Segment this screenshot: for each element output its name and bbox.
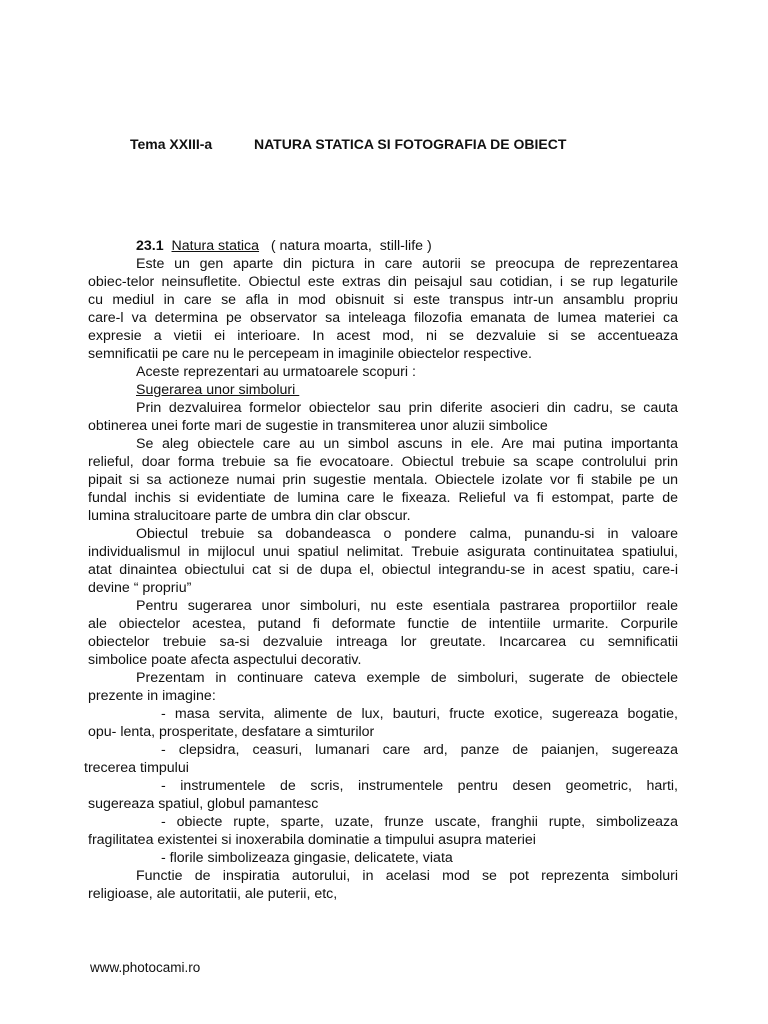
text-line: semnificatii pe care nu le percepeam in imaginile obiectelor respective. [88,346,532,362]
text-line: Este un gen aparte din pictura in care autorii se preocupa de reprezentarea [136,256,678,272]
text-line: simbolice poate afecta aspectului decorativ. [88,652,362,668]
text-line: sugereaza spatiul, globul pamantesc [88,796,319,812]
text-line: Prin dezvaluirea formelor obiectelor sau prin diferite asocieri din cadru, se cauta [136,400,678,416]
footer-website: www.photocami.ro [90,960,201,975]
text-line: ale obiectelor acestea, putand fi deformate functie de intentiile urmarite. Corpurile [88,616,678,632]
text-line: cu mediul in care se afla in mod obisnuit si este transpus intr-un ansamblu propriu [88,292,678,308]
text-line: Obiectul trebuie sa dobandeasca o pondere calma, punandu-si in valoare [136,526,678,542]
text-line: Prezentam in continuare cateva exemple de simboluri, sugerate de obiectele [136,670,678,686]
text-line: devine “ propriu” [88,580,192,596]
text-line: fundal inchis si evidentiate de lumina care le fixeaza. Relieful va fi estompat, parte de [88,490,678,506]
page-title [130,136,566,152]
text-line: Se aleg obiectele care au un simbol ascuns in ele. Are mai putina importanta [136,436,678,452]
text-line: opu- lenta, prosperitate, desfatare a simturilor [88,724,375,740]
text-line: relieful, doar forma trebuie sa fie evocatoare. Obiectul trebuie sa scape controlului prin [88,454,678,470]
section-title: Natura statica [171,238,260,254]
text-line: atat dinaintea obiectului cat si de dupa el, obiectul integrandu-se in acest spatiu, care-i [88,562,678,578]
section-number: 23.1 [136,238,164,254]
text-line: Aceste reprezentari au urmatoarele scopuri : [136,364,416,380]
text-line: obiec-telor neinsufletite. Obiectul este extras din peisajul sau cotidian, i se rup legaturile [88,274,678,290]
list-item: - florile simbolizeaza gingasie, delicatete, viata [161,850,453,866]
text-line: expresie a vietii ei interioare. In acest mod, ni se dezvaluie si se accentueaza [88,328,678,344]
list-item: - obiecte rupte, sparte, uzate, frunze uscate, franghii rupte, simbolizeaza [161,814,678,830]
chapter-label: Tema XXIII-a [130,136,213,152]
text-line: fragilitatea existentei si inoxerabila dominatie a timpului asupra materiei [88,832,536,848]
text-line: individualismul in mijlocul unui spatiul nelimitat. Trebuie asigurata continuitatea spatiului, [88,544,678,560]
text-line: Functie de inspiratia autorului, in acelasi mod se pot reprezenta simboluri [136,868,678,884]
text-line: care-l va determina pe observator sa inteleaga filozofia emanata de lumea materiei ca [88,310,678,326]
list-item: - clepsidra, ceasuri, lumanari care ard, panze de paianjen, sugereaza [161,742,678,758]
text-line: prezente in imagine: [88,688,216,704]
text-line: Pentru sugerarea unor simboluri, nu este esentiala pastrarea proportiilor reale [136,598,678,614]
body-text [84,237,678,903]
text-line: obiectelor trebuie sa-si dezvaluie intreaga lor greutate. Incarcarea cu semnificatii [88,634,678,650]
subsection-heading: Sugerarea unor simboluri [136,382,300,398]
text-line: trecerea timpului [84,760,189,776]
text-line: religioase, ale autoritatii, ale puterii, etc, [88,886,338,902]
list-item: - masa servita, alimente de lux, bauturi, fructe exotice, sugereaza bogatie, [161,706,678,722]
section-heading [88,237,678,255]
text-line: obtinerea unei forte mari de sugestie in transmiterea unor aluzii simbolice [88,418,548,434]
section-subtitle: ( natura moarta, still-life ) [259,238,432,254]
chapter-title: NATURA STATICA SI FOTOGRAFIA DE OBIECT [254,136,567,152]
list-item: - instrumentele de scris, instrumentele pentru desen geometric, harti, [161,778,678,794]
text-line: pipait si sa actioneze numai prin sugestie mentala. Obiectele izolate vor fi stabile pe un [88,472,678,488]
text-line: lumina stralucitoare parte de umbra din clar obscur. [88,508,411,524]
